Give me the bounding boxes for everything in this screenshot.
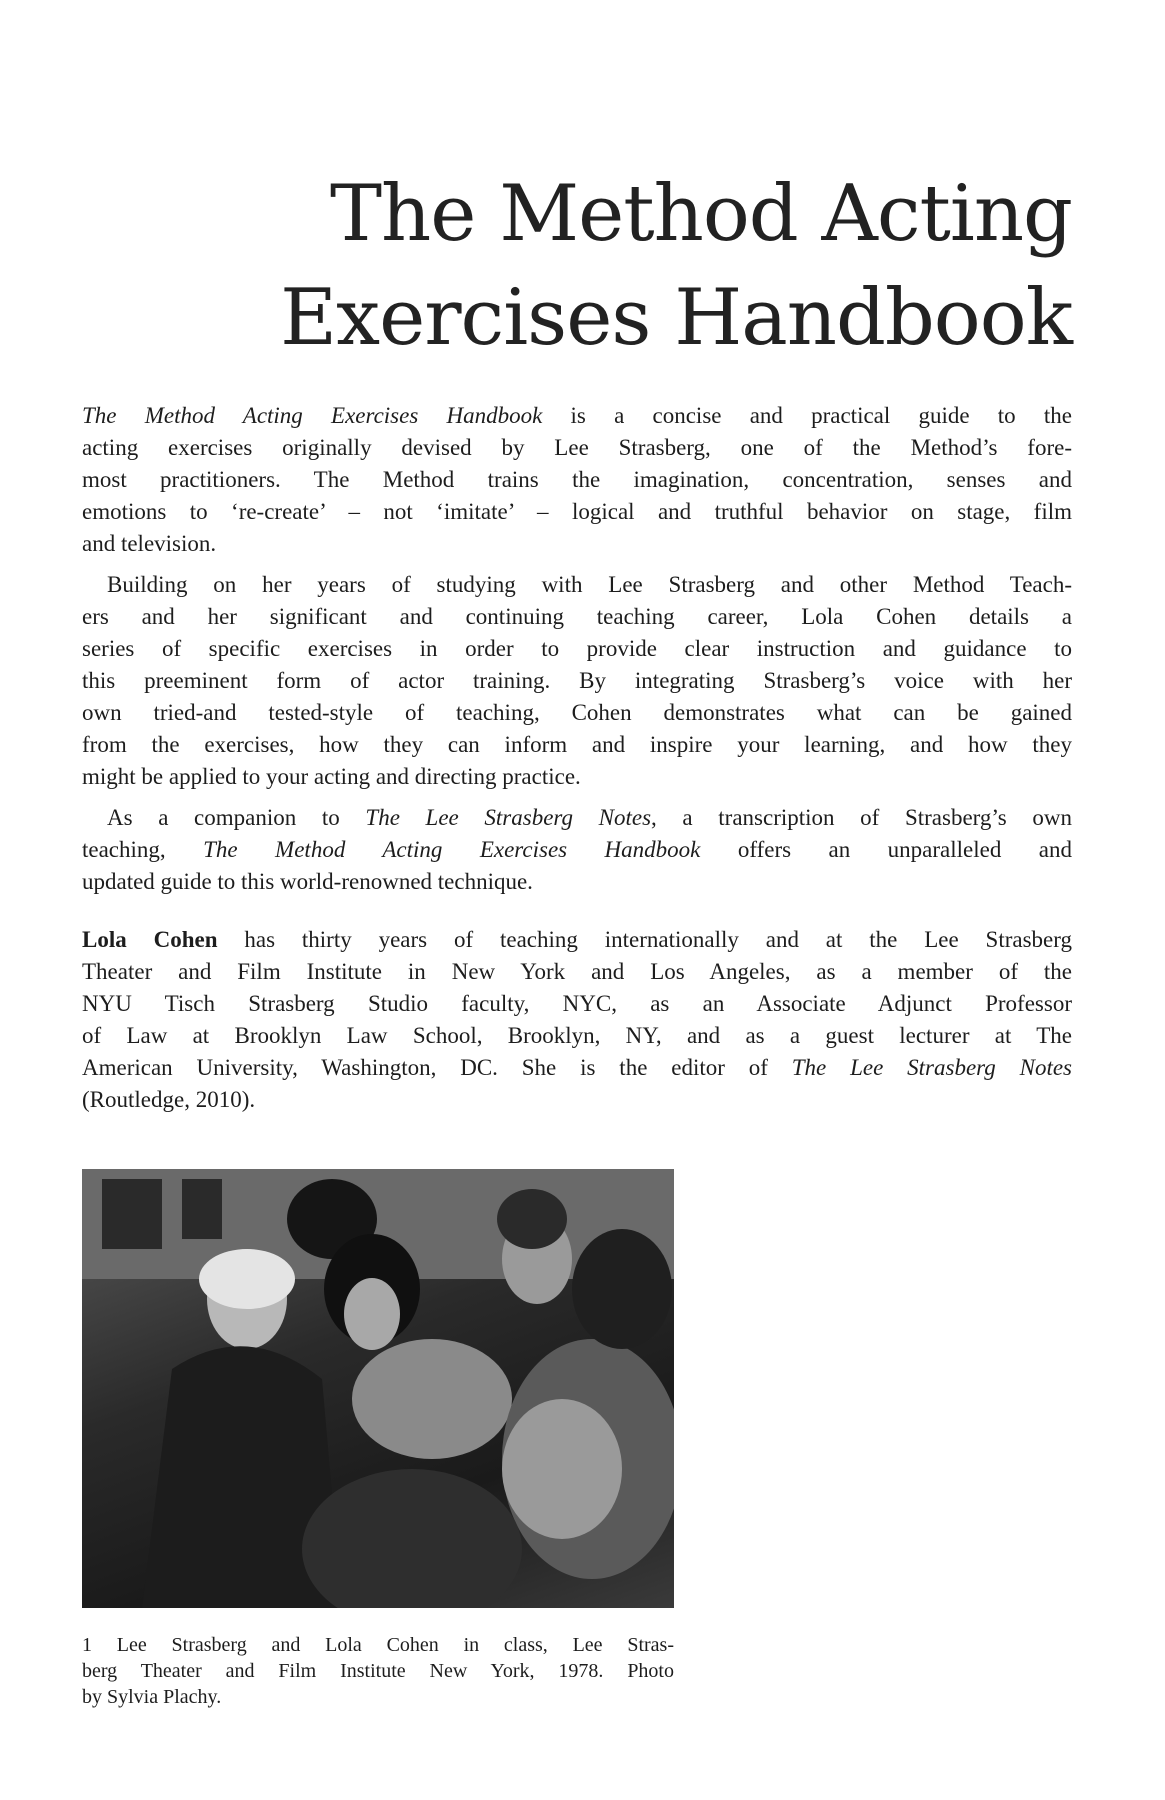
text-run: offers an unparalleled and — [700, 837, 1072, 862]
italic-title: The Method Acting Exercises Handbook — [203, 837, 701, 862]
title-line: The Method Acting — [330, 169, 1072, 259]
text-line — [82, 761, 1072, 793]
text-run: teaching, — [82, 837, 204, 862]
text-line — [82, 569, 1072, 601]
text-line — [82, 496, 1072, 528]
text-line — [82, 697, 1072, 729]
text-run: emotions to ‘re-create’ – not ‘imitate’ – logical and truthful behavior on stage, film — [82, 499, 1072, 524]
italic-title: The Method Acting Exercises Handbook — [82, 403, 543, 428]
text-line — [82, 729, 1072, 761]
text-line — [82, 924, 1072, 956]
text-run: American University, Washington, DC. She is the editor of — [82, 1055, 792, 1080]
text-line — [82, 528, 1072, 560]
book-title — [280, 162, 1072, 370]
text-line — [82, 1052, 1072, 1084]
text-line — [82, 665, 1072, 697]
paragraph — [82, 569, 1072, 793]
text-line — [82, 834, 1072, 866]
caption-line: berg Theater and Film Institute New York, 1978. Photo — [82, 1660, 674, 1682]
text-line — [82, 464, 1072, 496]
text-run: , a transcription of Strasberg’s own — [651, 805, 1073, 830]
text-line — [82, 956, 1072, 988]
text-run: has thirty years of teaching internationally and at the Lee Strasberg — [217, 927, 1072, 952]
text-line — [82, 633, 1072, 665]
paragraph — [82, 924, 1072, 1116]
paragraph — [82, 400, 1072, 560]
text-line — [82, 866, 1072, 898]
text-run: Theater and Film Institute in New York and Los Angeles, as a member of the — [82, 959, 1072, 984]
photo-illustration — [82, 1169, 674, 1608]
text-run: might be applied to your acting and directing practice. — [82, 764, 581, 789]
text-line — [82, 802, 1072, 834]
photo-caption — [82, 1632, 674, 1710]
text-run: acting exercises originally devised by Lee Strasberg, one of the Method’s fore- — [82, 435, 1072, 460]
text-run: (Routledge, 2010). — [82, 1087, 256, 1112]
text-run: and television. — [82, 531, 217, 556]
text-line — [82, 601, 1072, 633]
text-line — [82, 1084, 1072, 1116]
book-description — [82, 400, 1072, 1125]
paragraph — [82, 802, 1072, 898]
text-line — [82, 432, 1072, 464]
text-run: from the exercises, how they can inform and inspire your learning, and how they — [82, 732, 1072, 757]
text-line — [82, 400, 1072, 432]
text-run: series of specific exercises in order to provide clear instruction and guidance to — [82, 636, 1072, 661]
text-run: this preeminent form of actor training. By integrating Strasberg’s voice with her — [82, 668, 1072, 693]
text-run: of Law at Brooklyn Law School, Brooklyn, NY, and as a guest lecturer at The — [82, 1023, 1072, 1048]
author-name: Lola Cohen — [82, 927, 218, 952]
text-run: is a concise and practical guide to the — [542, 403, 1072, 428]
text-line — [82, 1020, 1072, 1052]
text-run: Building on her years of studying with Lee Strasberg and other Method Teach- — [107, 572, 1072, 597]
text-run: ers and her significant and continuing teaching career, Lola Cohen details a — [82, 604, 1072, 629]
title-line: Exercises Handbook — [280, 273, 1072, 363]
text-run: NYU Tisch Strasberg Studio faculty, NYC, as an Associate Adjunct Professor — [82, 991, 1072, 1016]
class-photo — [82, 1169, 674, 1608]
text-run: most practitioners. The Method trains the imagination, concentration, senses and — [82, 467, 1072, 492]
text-line — [82, 988, 1072, 1020]
text-run: own tried-and tested-style of teaching, Cohen demonstrates what can be gained — [82, 700, 1072, 725]
caption-line: by Sylvia Plachy. — [82, 1686, 222, 1708]
text-run: updated guide to this world-renowned technique. — [82, 869, 533, 894]
italic-title: The Lee Strasberg Notes — [791, 1055, 1072, 1080]
italic-title: The Lee Strasberg Notes — [365, 805, 652, 830]
caption-line: 1 Lee Strasberg and Lola Cohen in class, Lee Stras- — [82, 1634, 674, 1656]
text-run: As a companion to — [107, 805, 366, 830]
